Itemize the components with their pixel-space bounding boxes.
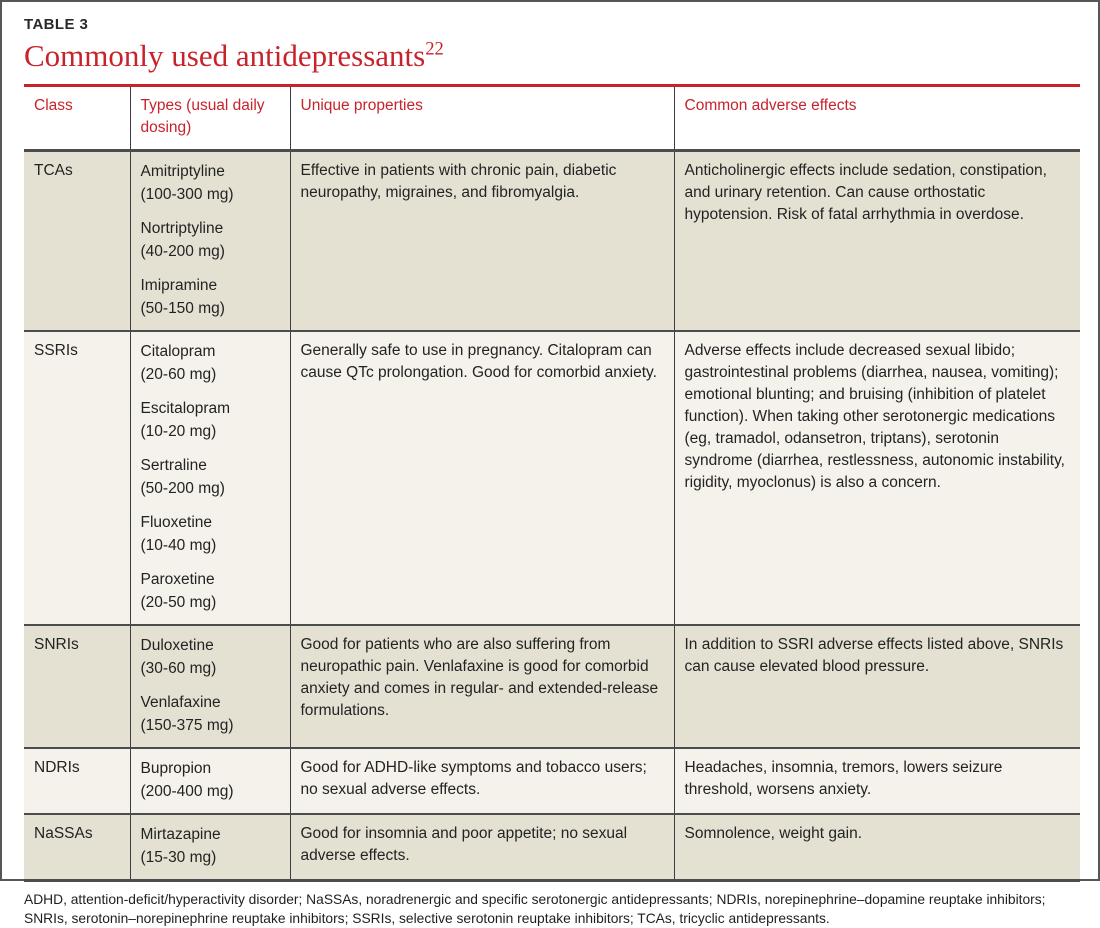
unique-properties-cell: Good for patients who are also suffering from neuropathic pain. Venlafaxine is good for comorbid anxiety and comes in regular- and extended-release formulations.: [290, 625, 674, 748]
drug-entry: [141, 691, 278, 737]
column-header-unique-properties: Unique properties: [290, 86, 674, 151]
types-cell: [130, 814, 290, 881]
drug-name: Mirtazapine: [140, 826, 221, 844]
drug-entry: [141, 634, 278, 680]
adverse-effects-cell: Anticholinergic effects include sedation, constipation, and urinary retention. Can cause orthostatic hypotension. Risk of fatal arrhythmia in overdose.: [674, 151, 1080, 332]
drug-dose: (50-200 mg): [140, 480, 225, 498]
drug-entry: [141, 274, 278, 320]
drug-dose: (100-300 mg): [140, 186, 234, 204]
drug-name: Fluoxetine: [140, 514, 213, 532]
drug-dose: (150-375 mg): [140, 717, 234, 735]
table-row-snris: [24, 625, 1080, 748]
drug-entry: [141, 217, 278, 263]
class-cell: SNRIs: [24, 625, 130, 748]
table-row-ssris: [24, 331, 1080, 625]
column-header-adverse-effects: Common adverse effects: [674, 86, 1080, 151]
types-cell: [130, 748, 290, 814]
class-cell: SSRIs: [24, 331, 130, 625]
class-cell: NDRIs: [24, 748, 130, 814]
table-row-ndris: [24, 748, 1080, 814]
drug-entry: [141, 757, 278, 803]
drug-name: Escitalopram: [140, 400, 231, 418]
unique-properties-cell: Good for ADHD-like symptoms and tobacco users; no sexual adverse effects.: [290, 748, 674, 814]
column-header-types: Types (usual daily dosing): [130, 86, 290, 151]
drug-entry: [141, 823, 278, 869]
drug-name: Venlafaxine: [140, 694, 221, 712]
table-row-tcas: [24, 151, 1080, 332]
drug-entry: [141, 511, 278, 557]
table-row-nassas: [24, 814, 1080, 881]
class-cell: NaSSAs: [24, 814, 130, 881]
table-body: [24, 151, 1080, 881]
drug-dose: (10-20 mg): [140, 423, 217, 441]
drug-dose: (15-30 mg): [140, 849, 217, 867]
table-title: [24, 39, 1078, 73]
unique-properties-cell: Good for insomnia and poor appetite; no sexual adverse effects.: [290, 814, 674, 881]
adverse-effects-cell: In addition to SSRI adverse effects listed above, SNRIs can cause elevated blood pressure.: [674, 625, 1080, 748]
reference-superscript: 22: [425, 38, 444, 60]
drug-name: Bupropion: [140, 760, 212, 778]
table-header: [24, 86, 1080, 151]
types-cell: [130, 331, 290, 625]
drug-entry: [141, 397, 278, 443]
drug-name: Imipramine: [140, 277, 218, 295]
unique-properties-cell: Effective in patients with chronic pain, diabetic neuropathy, migraines, and fibromyalgia.: [290, 151, 674, 332]
column-header-class: Class: [24, 86, 130, 151]
drug-name: Sertraline: [140, 457, 207, 475]
drug-dose: (20-60 mg): [140, 366, 217, 384]
drug-dose: (30-60 mg): [140, 660, 217, 678]
adverse-effects-cell: Adverse effects include decreased sexual libido; gastrointestinal problems (diarrhea, nausea, vomiting); emotional blunting; and bruising (inhibition of platelet function). When taking other serotonergic medications (eg, tramadol, odansetron, triptans), serotonin syndrome (diarrhea, restlessness, autonomic instability, rigidity, myoclonus) is also a concern.: [674, 331, 1080, 625]
drug-dose: (10-40 mg): [140, 537, 217, 555]
drug-entry: [141, 454, 278, 500]
types-cell: [130, 151, 290, 332]
drug-dose: (40-200 mg): [140, 243, 225, 261]
drug-name: Citalopram: [140, 343, 216, 361]
header-row: [24, 86, 1080, 151]
drug-entry: [141, 568, 278, 614]
drug-name: Amitriptyline: [140, 163, 225, 181]
footnote: ADHD, attention-deficit/hyperactivity disorder; NaSSAs, noradrenergic and specific serotonergic antidepressants; NDRIs, norepinephrine–dopamine reuptake inhibitors; SNRIs, serotonin–norepinephrine reuptake inhibitors; SSRIs, selective serotonin reuptake inhibitors; TCAs, tricyclic antidepressants.: [24, 892, 1046, 927]
drug-entry: [141, 340, 278, 386]
drug-dose: (200-400 mg): [140, 783, 234, 801]
drug-dose: (20-50 mg): [140, 594, 217, 612]
types-cell: [130, 625, 290, 748]
drug-dose: (50-150 mg): [140, 300, 225, 318]
drug-entry: [141, 160, 278, 206]
class-cell: TCAs: [24, 151, 130, 332]
table-number: TABLE 3: [24, 16, 89, 33]
drug-name: Duloxetine: [140, 637, 214, 655]
adverse-effects-cell: Headaches, insomnia, tremors, lowers seizure threshold, worsens anxiety.: [674, 748, 1080, 814]
antidepressants-table: [24, 84, 1080, 882]
adverse-effects-cell: Somnolence, weight gain.: [674, 814, 1080, 881]
unique-properties-cell: Generally safe to use in pregnancy. Citalopram can cause QTc prolongation. Good for comorbid anxiety.: [290, 331, 674, 625]
drug-name: Paroxetine: [140, 571, 215, 589]
table-title-text: Commonly used antidepressants: [24, 38, 426, 73]
drug-name: Nortriptyline: [140, 220, 224, 238]
